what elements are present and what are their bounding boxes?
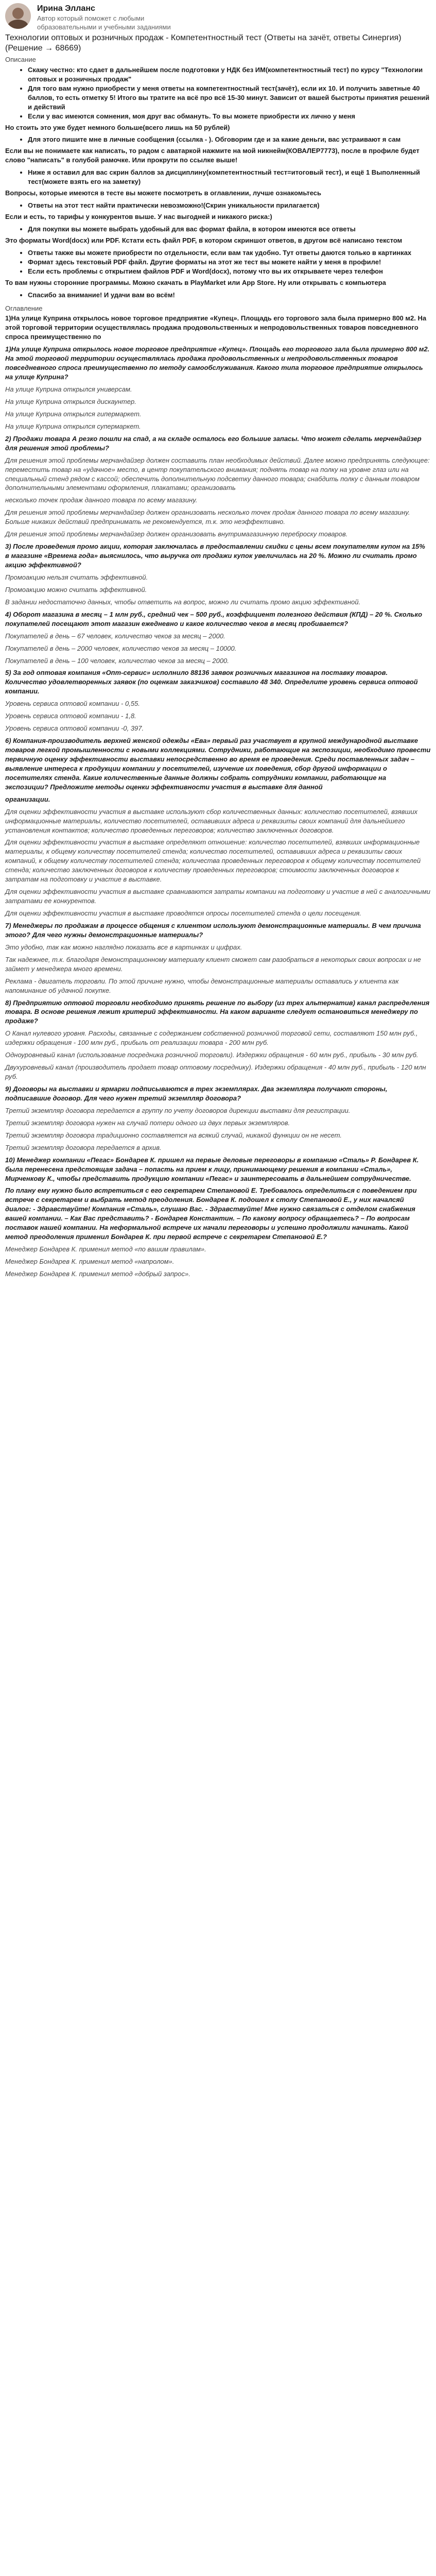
list-item: • Ниже я оставил для вас скрин баллов за дисциплину(компетентностный тест=итоговый тест), и ещё 1 Выполненный тест(можете взять его на заметку) — [28, 168, 431, 187]
answer-option: Двухуровневый канал (производитель продает товар оптовому посреднику). Издержки обращения - 40 млн руб., прибыль - 120 млн руб. — [5, 1063, 426, 1081]
list-item: • Спасибо за внимание! И удачи вам во всём! — [28, 291, 431, 300]
question-text: 6) Компания-производитель верхней женской одежды «Ева» первый раз участвует в крупной международной выставке товаров легкой промышленности с новыми коллекциями. Сотрудники, работающие на экспозиции, необходимо провести первичную оценку эффективности выставки непосредственно во время ее проведения. Среди поставленных задач – выявление интереса к продукции компании у посетителей, изучение их поведения, сбор другой информации о посетителях стенда. Какие количественные данные должны собрать сотрудники компании, работающие на экспозиции? Предложите методы оценки эффективности участия в выставке для данной — [5, 737, 431, 791]
avatar-body-shape — [8, 20, 28, 29]
answer-option: Менеджер Бондарев К. применил метод «по вашим правилам». — [5, 1245, 206, 1253]
answer-option: На улице Куприна открылся гипермаркет. — [5, 410, 142, 418]
author-description: Автор который поможет с любыми образовательными и учебными заданиями — [37, 14, 171, 31]
answer-option: Реклама - двигатель торговли. По этой причине нужно, чтобы демонстрационные материалы оставались у клиента как напоминание об удачной покупке. — [5, 977, 399, 994]
answer-option: На улице Куприна открылся дискаунтер. — [5, 397, 136, 405]
question-text: 4) Оборот магазина в месяц – 1 млн руб., средний чек – 500 руб., коэффициент полезного действия (КПД) – 20 %. Сколько покупателей посещают этот магазин ежедневно и какое количество чеков в месяц пробивается? — [5, 610, 423, 628]
tariffs-list — [5, 225, 431, 234]
description-label: Описание — [5, 55, 36, 63]
list-item: • Скажу честно: кто сдает в дальнейшем после подготовки у НДК без ИМ(компетентностный тест) по курсу "Технологии оптовых и розничных продаж" — [28, 65, 431, 84]
list-item: • Для того вам нужно приобрести у меня ответы на компетентностный тест(зачёт), если их 10. И получить заветные 40 баллов, то есть отметку 5! Итого вы тратите на всё про всё 15-30 минут. Зависит от вашей быстроты принятия решений и действий — [28, 84, 431, 112]
formats-intro: Это форматы Word(docx) или PDF. Кстати есть файл PDF, в котором скриншот ответов, в другом всё написано текстом — [5, 236, 403, 244]
tariffs-intro: Если и есть, то тарифы у конкурентов выше. У нас выгодней и никакого риска:) — [5, 213, 272, 221]
no-money-text: Но стоить это уже будет немного больше(всего лишь на 50 рублей) — [5, 123, 230, 131]
qa-section — [5, 314, 431, 1278]
intro-list — [5, 65, 431, 121]
answer-option: Для оценки эффективности участия в выставке сравниваются затраты компании на подготовку и участие в ней с аналогичными затратами ее конкурентов. — [5, 888, 430, 905]
answer-option: Промоакцию можно считать эффективной. — [5, 585, 147, 594]
list-item: • Ответы также вы можете приобрести по отдельности, если вам так удобно. Тут ответы даются только в картинках — [28, 248, 431, 258]
formats-list — [5, 248, 431, 276]
answer-option: Промоакцию нельзя считать эффективной. — [5, 573, 148, 581]
avatar-head-shape — [12, 8, 24, 19]
answer-option: На улице Куприна открылся универсам. — [5, 385, 132, 393]
author-block — [5, 3, 431, 31]
answer-option: Для решения этой проблемы мерчандайзер должен организовать внутримагазинную переброску товаров. — [5, 530, 348, 538]
programs-text: То вам нужны сторонние программы. Можно скачать в PlayMarket или App Store. Ну или открывать с компьютера — [5, 278, 386, 286]
question-text: 10) Менеджер компании «Пегас» Бондарев К. пришел на первые деловые переговоры в компанию «Сталь» Р. Бондарев К. была перенесена предстоящая задача – попасть на прием к лицу, принимающему решения в компании «Сталь», Мирченкову К., чтобы представить продукцию компании «Пегас» и заинтересовать в дальнейшем сотрудничестве. — [5, 1156, 419, 1182]
questions-list — [5, 201, 431, 210]
question-text: 2) Продажи товара А резко пошли на спад, а на складе осталось его большие запасы. Что может сделать мерчендайзер для решения этой проблемы? — [5, 434, 422, 452]
list-item: • Если есть проблемы с открытием файлов PDF и Word(docx), потому что вы их открываете через телефон — [28, 267, 431, 276]
avatar[interactable] — [5, 3, 31, 29]
answer-option: Менеджер Бондарев К. применил метод «добрый запрос». — [5, 1269, 190, 1278]
answer-option: Покупателей в день – 67 человек, количество чеков за месяц – 2000. — [5, 632, 225, 640]
question-text: 1)На улице Куприна открылось новое торговое предприятие «Купец». Площадь его торгового зала была примерно 800 м2. На этой торговой территории осуществлялась продажа продовольственных и непродовольственных товаров повседневного спроса преимущественно по — [5, 314, 427, 341]
answer-option: Третий экземпляр договора передается в группу по учету договоров дирекции выставки для регистрации. — [5, 1106, 351, 1114]
cannot-write-text: Если вы не понимаете как написать, то радом с аватаркой нажмите на мой никнейм(КОВАЛЕР7773), после в профиле будет слово "написать" в голубой рамочке. Или прокрути по ссылке выше! — [5, 147, 420, 164]
answer-option: Менеджер Бондарев К. применил метод «напролом». — [5, 1258, 175, 1265]
screenshots-list — [5, 168, 431, 187]
answer-option: Для оценки эффективности участия в выставке определяют отношение: количество посетителей, взявших информационные материалы, к общему количеству посетителей стенда; количество посетителей, оставивших адреса и реквизиты своих компаний, к общему количеству посетителей стенда; количества проведенных переговоров к общему количеству посетителей стенда; количество заключенных договоров к количеству проведенных переговоров; стоимости заключенных договоров к затратам на подготовку и участие в выставке. — [5, 838, 421, 884]
answer-option: Одноуровневый канал (использование посредника розничной торговли). Издержки обращения - 60 млн руб., прибыль - 30 млн руб. — [5, 1051, 418, 1059]
author-name[interactable]: Ирина Элланс — [37, 4, 95, 13]
questions-intro: Вопросы, которые имеются в тесте вы можете посмотреть в оглавлении, лучше ознакомьтесь — [5, 189, 322, 197]
question-text: 7) Менеджеры по продажам в процессе общения с клиентом используют демонстрационные материалы. В чем причина этого? Для чего нужны демонстрационные материалы? — [5, 921, 421, 939]
answer-option: Для оценки эффективности участия в выставке проводятся опросы посетителей стенда о цели посещения. — [5, 909, 361, 917]
question-text: 5) За год оптовая компания «Опт-сервис» исполнило 88136 заявок розничных магазинов на поставку товаров. Количество удовлетворенных заявок (по оценкам заказчиков) составило 48 340. Определите уровень сервиса оптовой компании. — [5, 669, 418, 696]
answer-option: Покупателей в день – 2000 человек, количество чеков за месяц – 10000. — [5, 644, 237, 652]
answer-option: Третий экземпляр договора традиционно составляется на всякий случай, никакой функции он не несет. — [5, 1131, 342, 1139]
question-text: 1)На улице Куприна открылось новое торговое предприятие «Купец». Площадь его торгового зала была примерно 800 м2. На этой торговой территории осуществлялась продажа продовольственных и непродовольственных товаров повседневного спроса преимущественно по методу самообслуживания. Какого типа торговое предприятие открылось на улице Куприна? — [5, 345, 430, 381]
thanks-list — [5, 291, 431, 300]
list-item: • Если у вас имеются сомнения, моя друг вас обмануть. То вы можете приобрести их лично у меня — [28, 112, 431, 121]
answer-option: Для решения этой проблемы мерчандайзер должен организовать несколько точек продаж данного товара по всему магазину. Больше никаких действий предпринимать не рекомендуется, т.к. это неэффективно. — [5, 509, 410, 526]
author-info — [37, 3, 171, 32]
answer-option: Покупателей в день – 100 человек, количество чеков за месяц – 2000. — [5, 656, 229, 665]
answer-option: В задании недостаточно данных, чтобы ответить на вопрос, можно ли считать промо акцию эффективной. — [5, 598, 361, 606]
list-item: • Для этого пишите мне в личные сообщения (ссылка - ). Обговорим где и за какие деньги, вас устраивают я сам — [28, 135, 431, 144]
no-money-list — [5, 135, 431, 144]
question-text: 3) После проведения промо акции, которая заключалась в предоставлении скидки с цены всем покупателям купон на 15% в магазине «Времена года» выяснилось, что выручка от продажи купок увеличилась на 20 %. Можно ли считать промо акцию эффективной? — [5, 543, 425, 569]
question-text: 9) Договоры на выставки и ярмарки подписываются в трех экземплярах. Два экземпляра получают стороны, подписавшие договор. Для чего нужен третий экземпляр договора? — [5, 1085, 388, 1102]
question-text: По плану ему нужно было встретиться с его секретарем Степановой Е. Требовалось определиться с поведением при встрече с секретарем и выбрать метод преодоления. Бондарев К. подошел к столу Степановой Е., у них началсяй диалог: - Здравствуйте! Компания «Сталь», слушаю Вас. - Здравствуйте! Мне нужно связаться с отделом снабжения вашей компании. – Как Вас представить? - Бондарев Константин. – По какому вопросу обращаетесь? – По вопросам поставок нашей компании. На неформальной встрече их начали переговоры и успешно продолжили начинать. Какой метод преодоления применил Бондарев К. при первой встрече с секретарем Степановой Е.? — [5, 1187, 417, 1241]
answer-option: несколько точек продаж данного товара по всему магазину. — [5, 496, 198, 504]
question-text: организации. — [5, 795, 50, 803]
list-item: • Для покупки вы можете выбрать удобный для вас формат файла, в котором имеются все ответы — [28, 225, 431, 234]
answer-option: Третий экземпляр договора передается в архив. — [5, 1143, 162, 1151]
answer-option: Для оценки эффективности участия в выставке используют сбор количественных данных: количество посетителей, взявших информационные материалы, количество посетителей, оставивших адреса и реквизиты своих компаний для дальнейшего установления контактов; количество проведенных переговоров; количество заключенных договоров. — [5, 807, 418, 834]
answer-option: Так надежнее, т.к. благодаря демонстрационному материалу клиент сможет сам разобраться в некоторых своих вопросах и не займет у менеджера много времени. — [5, 955, 421, 973]
answer-option: Уровень сервиса оптовой компании -0, 397. — [5, 724, 144, 733]
toc-label: Оглавление — [5, 304, 43, 312]
list-item: • Ответы на этот тест найти практически невозможно!(Скрин уникальности прилагается) — [28, 201, 431, 210]
answer-option: Уровень сервиса оптовой компании - 1,8. — [5, 712, 136, 720]
list-item: • Формат здесь текстовый PDF файл. Другие форматы на этот же тест вы можете найти у меня в профиле! — [28, 258, 431, 267]
answer-option: Для решения этой проблемы мерчандайзер должен составить план необходимых действий. Далее можно предпринять следующее: переместить товар на «удачное» место, в центр покупательского внимания; поднять товар на полку на уровне глаз или на специальный стенд рядом с кассой; обеспечить дополнительную подсветку данного товара; снабдить полку с данным товаром дополнительными элементами оформления, плакатами; организовать — [5, 456, 430, 492]
answer-option: Третий экземпляр договора нужен на случай потери одного из двух первых экземпляров. — [5, 1118, 290, 1127]
question-text: 8) Предприятию оптовой торговли необходимо принять решение по выбору (из трех альтернатив) канал распределения товара. В основе решения лежит критерий эффективности. На каком варианте следует остановиться менеджеру по продаже? — [5, 998, 430, 1025]
answer-option: О Канал нулевого уровня. Расходы, связанные с содержанием собственной розничной торговой сети, составляют 150 млн руб., издержки обращения - 100 млн руб., прибыль от реализации товара - 200 млн руб. — [5, 1029, 418, 1047]
answer-option: Это удобно, так как можно наглядно показать все в картинках и цифрах. — [5, 943, 242, 951]
page-title: Технологии оптовых и розничных продаж - Компетентностный тест (Ответы на зачёт, ответы Синергия) (Решение → 68669) — [5, 33, 402, 53]
answer-option: Уровень сервиса оптовой компании - 0,55. — [5, 700, 140, 708]
answer-option: На улице Куприна открылся супермаркет. — [5, 422, 141, 430]
